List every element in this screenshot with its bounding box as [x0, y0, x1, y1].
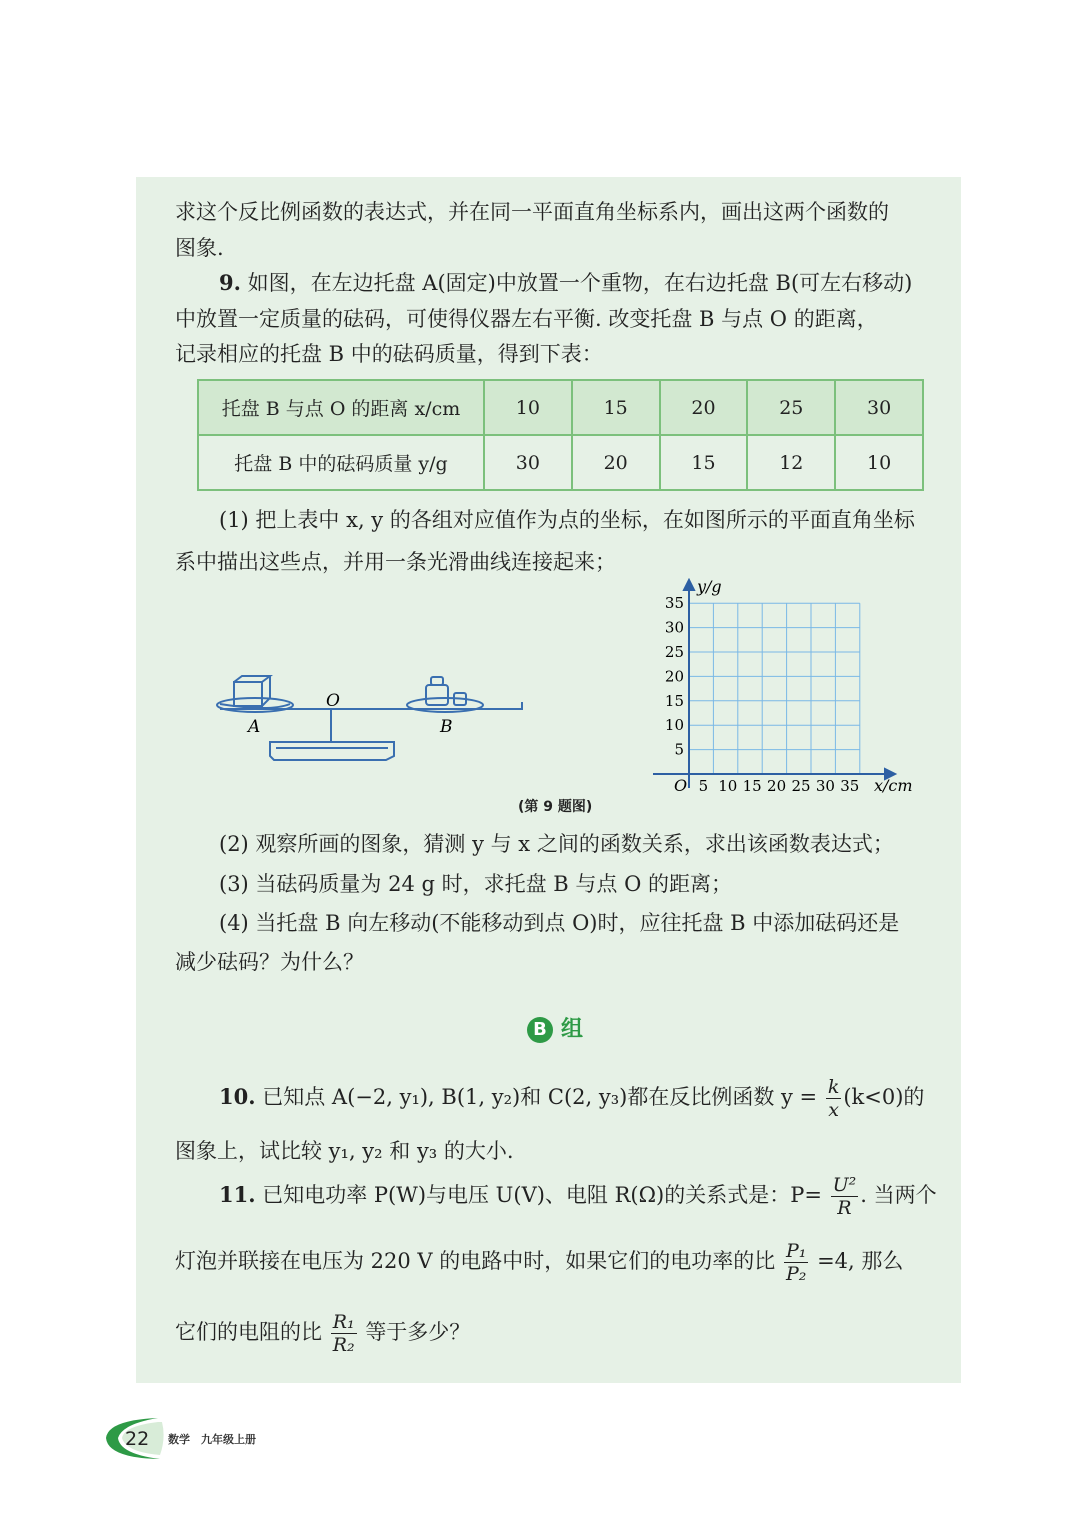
table-cell: 12	[747, 435, 835, 490]
x-tick-label: 25	[791, 777, 811, 795]
y-axis-label: y/g	[697, 578, 722, 596]
q11-line-3	[175, 1311, 470, 1356]
table-cell: 20	[572, 435, 660, 490]
q11-fraction-ratio-p	[784, 1240, 808, 1285]
q9-line-1	[219, 269, 912, 297]
x-tick-label: 5	[698, 777, 709, 795]
q11-frac2-num: P₁	[785, 1240, 807, 1262]
q10-line-2: 图象上，试比较 y₁, y₂ 和 y₃ 的大小.	[175, 1139, 514, 1163]
q11-line3-text-a: 它们的电阻的比	[175, 1320, 322, 1344]
table-cell: 15	[572, 380, 660, 435]
y-tick-label: 30	[664, 618, 684, 637]
y-tick-label: 25	[664, 643, 684, 661]
q10-number: 10.	[219, 1084, 256, 1109]
q10-fraction	[826, 1076, 842, 1121]
q9-part2: (2) 观察所画的图象，猜测 y 与 x 之间的函数关系，求出该函数表达式；	[219, 832, 894, 856]
q9-part1-line-2: 系中描出这些点，并用一条光滑曲线连接起来；	[175, 550, 616, 574]
q11-text-1: 已知电功率 P(W)与电压 U(V)、电阻 R(Ω)的关系式是：P=	[262, 1183, 822, 1207]
q9-line-2: 中放置一定质量的砝码，可使得仪器左右平衡. 改变托盘 B 与点 O 的距离，	[175, 307, 878, 331]
q11-frac3-num: R₁	[332, 1311, 355, 1333]
y-tick-label: 5	[674, 740, 684, 759]
y-axis-arrow	[684, 580, 694, 590]
weight-box-top	[234, 676, 270, 706]
q9-line-3: 记录相应的托盘 B 中的砝码质量，得到下表：	[175, 342, 603, 366]
x-tick-label: 30	[815, 777, 835, 795]
table-cell: 20	[660, 380, 748, 435]
table-cell: 30	[835, 380, 923, 435]
q9-text-1: 如图，在左边托盘 A(固定)中放置一个重物，在右边托盘 B(可左右移动)	[247, 271, 913, 295]
q9-part1-line-1: (1) 把上表中 x, y 的各组对应值作为点的坐标，在如图所示的平面直角坐标	[219, 508, 915, 532]
q11-line-1	[219, 1174, 937, 1219]
table-row-header: 托盘 B 中的砝码质量 y/g	[198, 435, 484, 490]
q11-frac1-den: R	[837, 1197, 852, 1219]
table-cell: 15	[660, 435, 748, 490]
q11-number: 11.	[219, 1182, 256, 1207]
table-cell: 25	[747, 380, 835, 435]
balance-figure	[210, 660, 540, 770]
q11-frac3-den: R₂	[332, 1334, 355, 1356]
y-tick-label: 10	[664, 716, 684, 735]
q9-part4-line-2: 减少砝码？为什么？	[175, 950, 364, 974]
group-b-badge: B	[527, 1017, 553, 1043]
counterweight-large	[426, 685, 448, 705]
q10-text-2: (k<0)的	[843, 1085, 925, 1109]
table-row	[198, 435, 923, 490]
label-o: O	[326, 691, 340, 711]
counterweight-large-cap	[431, 677, 443, 685]
x-tick-label: 35	[840, 777, 860, 795]
q11-line2-text-a: 灯泡并联接在电压为 220 V 的电路中时，如果它们的电功率的比	[175, 1249, 776, 1273]
q11-line2-text-b: =4, 那么	[817, 1249, 904, 1273]
book-title: 数学 九年级上册	[168, 1433, 256, 1446]
table-row	[198, 380, 923, 435]
group-b-heading	[527, 1012, 583, 1042]
x-tick-label: 20	[767, 777, 787, 795]
q11-line-2	[175, 1240, 903, 1285]
table-cell: 30	[484, 435, 572, 490]
x-tick-label: 10	[718, 777, 738, 795]
coordinate-grid	[650, 578, 950, 800]
label-b: B	[440, 717, 453, 737]
intro-line-1: 求这个反比例函数的表达式，并在同一平面直角坐标系内，画出这两个函数的	[175, 200, 889, 224]
q11-frac1-num: U²	[832, 1174, 857, 1196]
origin-label: O	[674, 776, 688, 795]
q11-fraction-power	[831, 1174, 859, 1219]
label-a: A	[248, 717, 261, 737]
q11-frac2-den: P₂	[785, 1263, 807, 1285]
q10-line-1	[219, 1076, 924, 1121]
weight-box-front	[234, 682, 262, 706]
q9-part3: (3) 当砝码质量为 24 g 时，求托盘 B 与点 O 的距离；	[219, 872, 732, 896]
data-table	[197, 379, 924, 491]
table-row-header: 托盘 B 与点 O 的距离 x/cm	[198, 380, 484, 435]
x-tick-label: 15	[742, 777, 762, 795]
q11-line3-text-b: 等于多少？	[365, 1320, 471, 1344]
group-b-label: 组	[561, 1017, 584, 1042]
table-cell: 10	[835, 435, 923, 490]
q9-part4-line-1: (4) 当托盘 B 向左移动(不能移动到点 O)时，应往托盘 B 中添加砝码还是	[219, 911, 900, 935]
x-axis-label: x/cm	[874, 776, 913, 795]
table-cell: 10	[484, 380, 572, 435]
q11-text-2: . 当两个	[860, 1183, 937, 1207]
y-tick-label: 35	[664, 594, 684, 613]
q9-number: 9.	[219, 270, 241, 295]
page-number: 22	[125, 1428, 150, 1450]
q10-frac-den: x	[828, 1099, 839, 1121]
y-tick-label: 15	[664, 691, 684, 710]
q10-text-1: 已知点 A(−2, y₁), B(1, y₂)和 C(2, y₃)都在反比例函数 y =	[262, 1085, 818, 1109]
q11-fraction-ratio-r	[331, 1311, 357, 1356]
figure-caption: (第 9 题图)	[518, 799, 593, 815]
support-base	[270, 742, 394, 760]
q10-frac-num: k	[827, 1076, 840, 1098]
y-tick-label: 20	[664, 667, 684, 686]
intro-line-2: 图象.	[175, 236, 224, 260]
